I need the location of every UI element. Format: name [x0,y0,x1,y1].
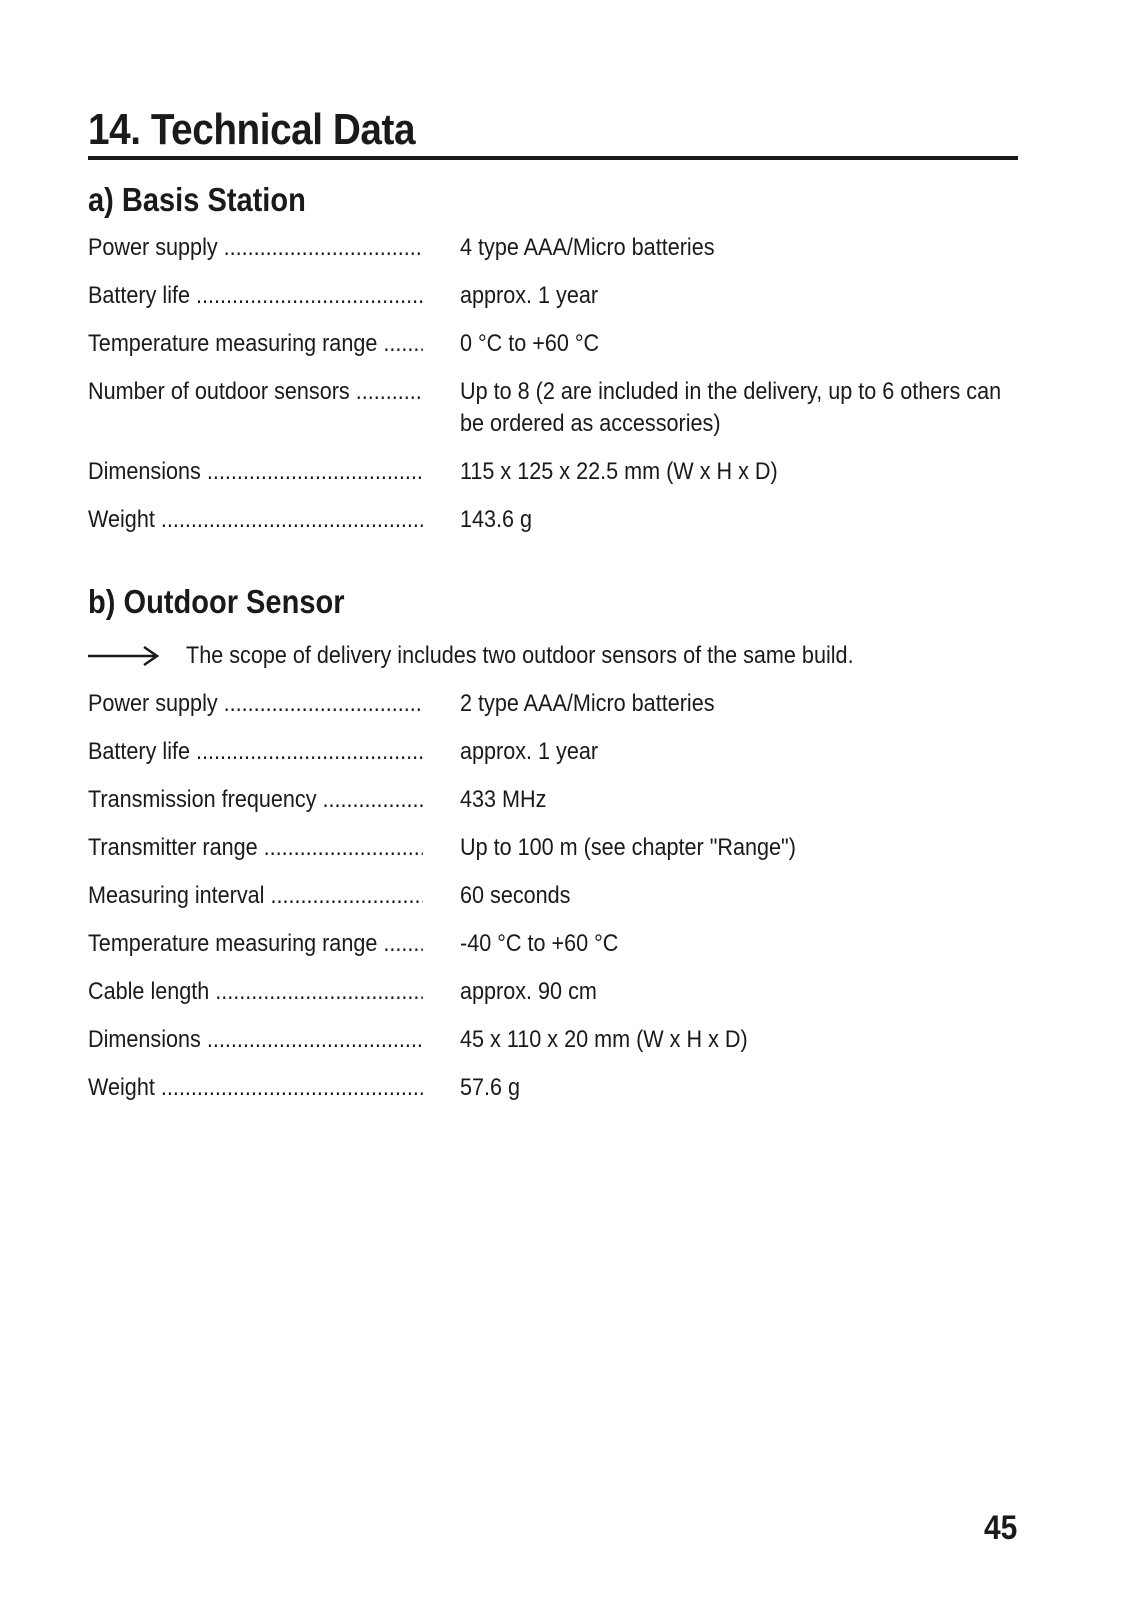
spec-label: Number of outdoor sensors ..... [88,376,423,408]
spec-value: 143.6 g [460,506,533,533]
spec-value: 60 seconds [460,882,571,909]
arrow-right-icon [88,645,160,667]
spec-label: Battery life ..... [88,280,423,312]
spec-value: Up to 100 m (see chapter "Range") [460,834,796,861]
spec-value: 57.6 g [460,1074,521,1101]
spec-label: Weight ..... [88,504,423,536]
spec-value: 0 °C to +60 °C [460,330,600,357]
spec-label: Power supply ..... [88,232,423,264]
spec-label: Weight ..... [88,1072,423,1104]
delivery-note-text: The scope of delivery includes two outdoor sensors of the same build. [186,642,854,669]
page-number: 45 [984,1509,1018,1547]
spec-value: approx. 1 year [460,282,599,309]
spec-label: Measuring interval ..... [88,880,423,912]
spec-label: Temperature measuring range ..... [88,328,423,360]
spec-label: Dimensions ..... [88,1024,423,1056]
section-heading-outdoor-sensor: b) Outdoor Sensor [88,583,345,620]
delivery-note [88,640,1018,672]
spec-value: approx. 90 cm [460,978,597,1005]
spec-value: -40 °C to +60 °C [460,930,619,957]
section-heading-basis-station: a) Basis Station [88,181,306,218]
spec-label: Cable length ..... [88,976,423,1008]
spec-value: approx. 1 year [460,738,599,765]
spec-label: Dimensions ..... [88,456,423,488]
title-divider [88,156,1018,160]
chapter-title: 14. Technical Data [88,105,416,154]
spec-label: Temperature measuring range ..... [88,928,423,960]
spec-value: 433 MHz [460,786,547,813]
spec-label: Transmission frequency ..... [88,784,423,816]
spec-value: Up to 8 (2 are included in the delivery, up to 6 others can be ordered as accessories) [460,378,1002,437]
spec-label: Battery life ..... [88,736,423,768]
spec-value: 2 type AAA/Micro batteries [460,690,715,717]
spec-value: 45 x 110 x 20 mm (W x H x D) [460,1026,748,1053]
spec-value: 115 x 125 x 22.5 mm (W x H x D) [460,458,778,485]
spec-value: 4 type AAA/Micro batteries [460,234,715,261]
spec-label: Power supply ..... [88,688,423,720]
spec-label: Transmitter range ..... [88,832,423,864]
